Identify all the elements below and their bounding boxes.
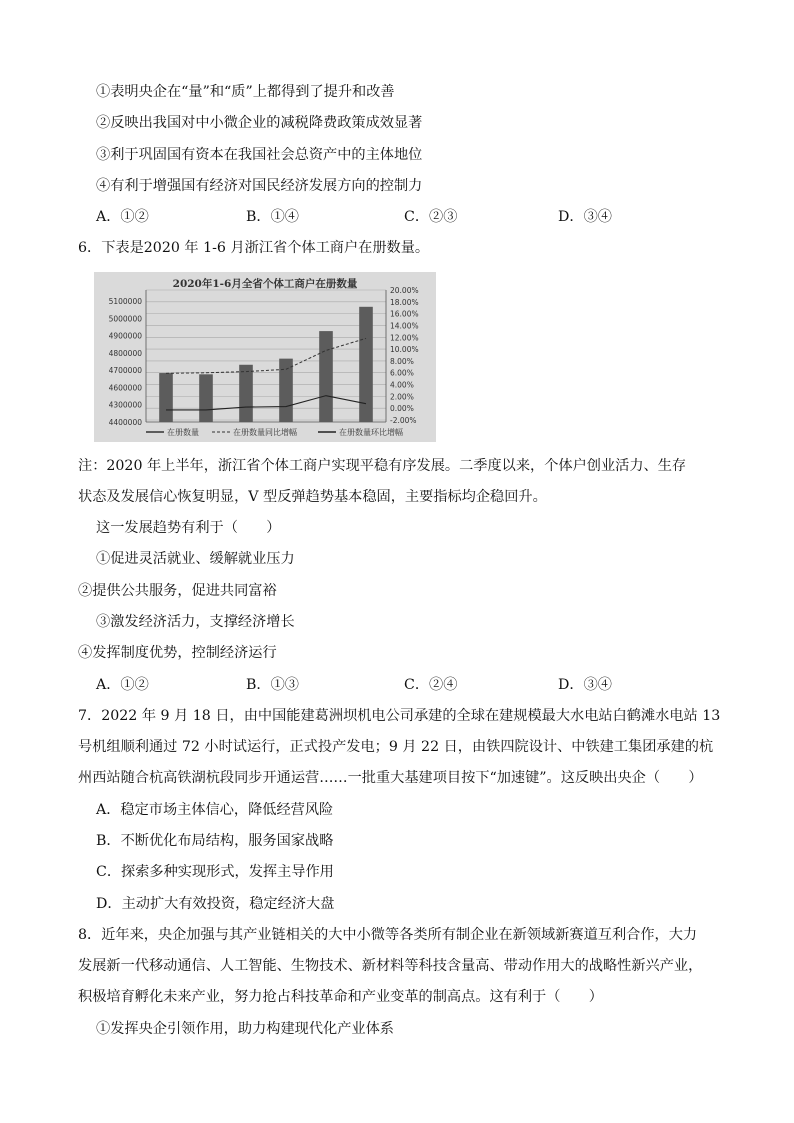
right-axis-tick-label: 4.00%: [390, 380, 414, 390]
right-axis-tick-label: 12.00%: [390, 333, 419, 343]
q7-option-c: C．探索多种实现形式，发挥主导作用: [96, 864, 334, 880]
q5-item-4: ④有利于增强国有经济对国民经济发展方向的控制力: [96, 178, 423, 194]
right-axis-tick-label: 16.00%: [390, 309, 419, 319]
q7-option-b: B．不断优化布局结构，服务国家战略: [96, 833, 334, 849]
chart-svg: [94, 272, 436, 442]
q7-stem-line-2: 号机组顺利通过 72 小时试运行，正式投产发电；9 月 22 日，由铁四院设计、中铁建工集团承建的杭: [78, 739, 714, 755]
q6-stem: 6．下表是2020 年 1-6 月浙江省个体工商户在册数量。: [78, 240, 430, 256]
left-axis-tick-label: 4900000: [108, 331, 142, 341]
left-axis-tick-label: 4600000: [108, 383, 142, 393]
bar-line-chart: [94, 272, 436, 442]
q6-item-1: ①促进灵活就业、缓解就业压力: [96, 551, 295, 567]
q8-stem-line-3: 积极培育孵化未来产业，努力抢占科技革命和产业变革的制高点。这有利于（ ）: [78, 989, 603, 1005]
q5-option-c: C．②③: [404, 209, 458, 225]
q5-item-1: ①表明央企在“量”和“质”上都得到了提升和改善: [96, 84, 395, 100]
q7-stem-line-3: 州西站随合杭高铁湖杭段同步开通运营……一批重大基建项目按下“加速键”。这反映出央企（ ）: [78, 770, 703, 786]
q6-note-line-2: 状态及发展信心恢复明显，V 型反弹趋势基本稳固，主要指标均企稳回升。: [78, 489, 547, 505]
q6-option-c: C．②④: [404, 677, 458, 693]
left-axis-tick-label: 4400000: [108, 418, 142, 427]
right-axis-tick-label: 0.00%: [390, 404, 414, 414]
series-line-yoy: [166, 338, 366, 373]
q6-item-4: ④发挥制度优势，控制经济运行: [78, 645, 277, 661]
q5-option-d: D．③④: [558, 209, 612, 225]
bar: [319, 331, 333, 422]
q6-item-2: ②提供公共服务，促进共同富裕: [78, 583, 277, 599]
bar: [159, 373, 173, 422]
right-axis-tick-label: 20.00%: [390, 286, 419, 295]
q6-option-b: B．①③: [246, 677, 299, 693]
q8-item-1: ①发挥央企引领作用，助力构建现代化产业体系: [96, 1021, 394, 1037]
q5-option-a: A．①②: [96, 209, 149, 225]
bar: [199, 374, 213, 422]
legend-label-bar: 在册数量: [167, 428, 199, 437]
left-axis-tick-label: 5100000: [108, 297, 142, 306]
q7-option-a: A．稳定市场主体信心，降低经营风险: [96, 802, 334, 818]
legend-label-yoy: 在册数量同比增幅: [233, 428, 297, 437]
q6-option-a: A．①②: [96, 677, 149, 693]
legend-label-mom: 在册数量环比增幅: [339, 428, 403, 437]
q7-option-d: D．主动扩大有效投资，稳定经济大盘: [96, 896, 335, 912]
bar: [239, 365, 253, 422]
q5-item-2: ②反映出我国对中小微企业的减税降费政策成效显著: [96, 115, 423, 131]
q6-option-d: D．③④: [558, 677, 612, 693]
right-axis-tick-label: 2.00%: [390, 392, 414, 402]
right-axis-tick-label: 10.00%: [390, 345, 419, 355]
bar: [359, 307, 373, 422]
q8-stem-line-2: 发展新一代移动通信、人工智能、生物技术、新材料等科技含量高、带动作用大的战略性新兴产业，: [78, 958, 703, 974]
series-line-mom: [166, 396, 366, 410]
right-axis-tick-label: 14.00%: [390, 321, 419, 331]
bar: [279, 359, 293, 422]
q5-option-b: B．①④: [246, 209, 299, 225]
right-axis-tick-label: 6.00%: [390, 368, 414, 378]
q6-question: 这一发展趋势有利于（ ）: [96, 520, 281, 536]
left-axis-tick-label: 4800000: [108, 348, 142, 358]
q7-stem-line-1: 7．2022 年 9 月 18 日，由中国能建葛洲坝机电公司承建的全球在建规模最大水电站白鹤滩水电站 13: [78, 708, 721, 724]
left-axis-tick-label: 4700000: [108, 366, 142, 376]
left-axis-tick-label: 5000000: [108, 314, 142, 324]
q6-note-line-1: 注：2020 年上半年，浙江省个体工商户实现平稳有序发展。二季度以来，个体户创业活力、生存: [78, 458, 687, 474]
q5-item-3: ③利于巩固国有资本在我国社会总资产中的主体地位: [96, 147, 423, 163]
chart-title: 2020年1-6月全省个体工商户在册数量: [172, 278, 358, 290]
q8-stem-line-1: 8．近年来，央企加强与其产业链相关的大中小微等各类所有制企业在新领域新赛道互利合作，大力: [78, 927, 698, 943]
right-axis-tick-label: -2.00%: [390, 416, 417, 425]
left-axis-tick-label: 4300000: [108, 400, 142, 410]
right-axis-tick-label: 8.00%: [390, 356, 414, 366]
right-axis-tick-label: 18.00%: [390, 297, 419, 307]
q6-item-3: ③激发经济活力，支撑经济增长: [96, 614, 295, 630]
